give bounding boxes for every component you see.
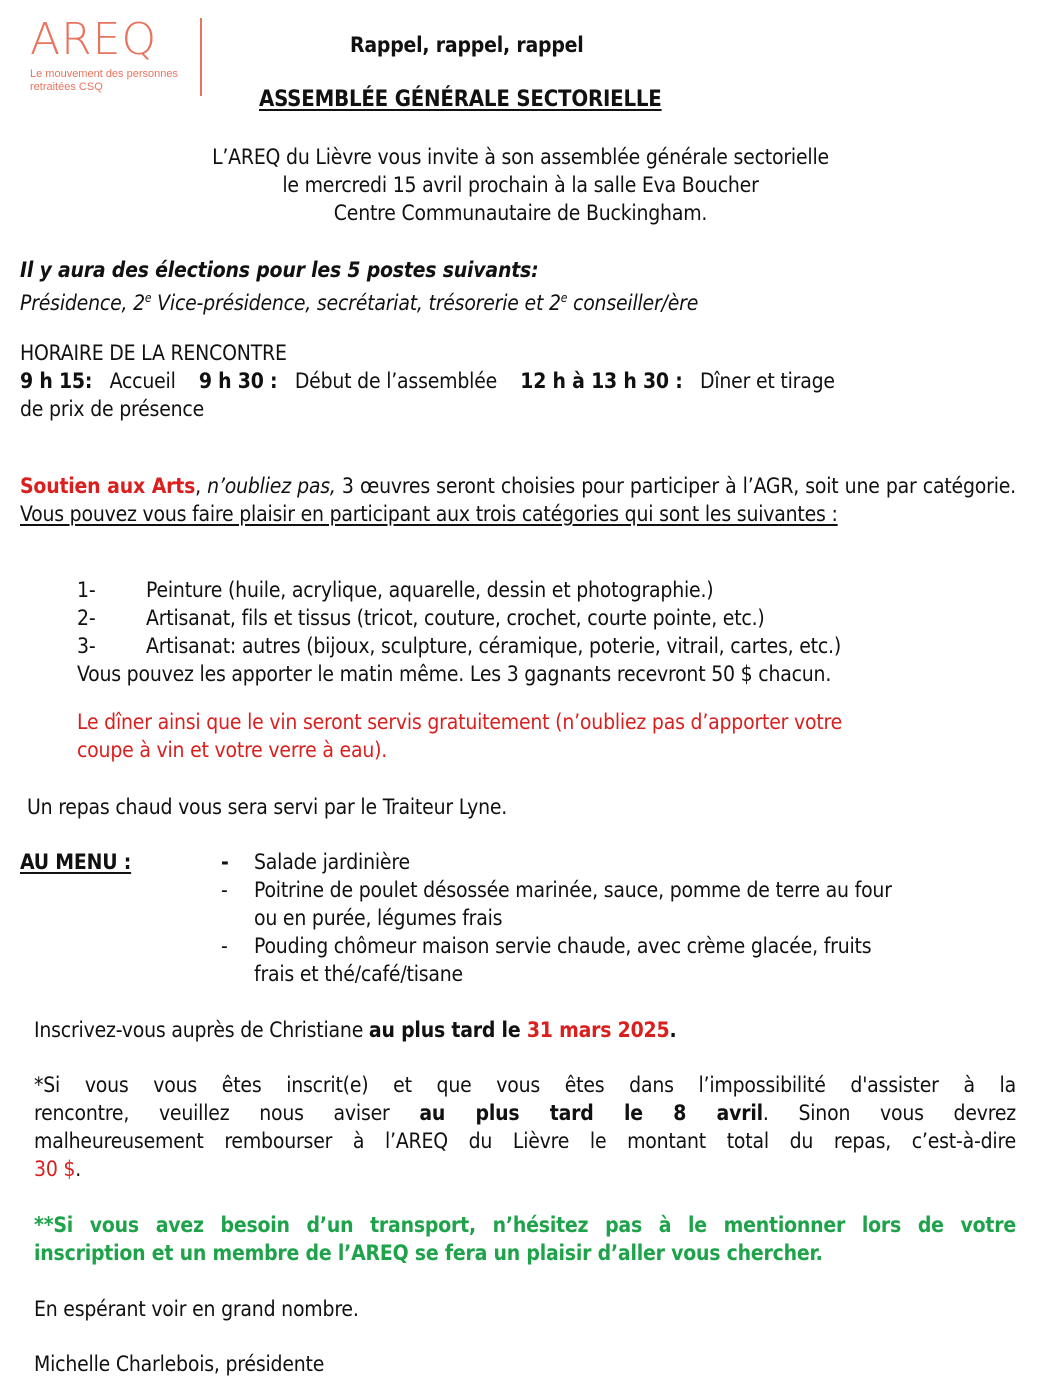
invite-line-2: le mercredi 15 avril prochain à la salle Eva Boucher (282, 173, 759, 197)
registration-bold: au plus tard le (368, 1018, 527, 1042)
category-text-1: Peinture (huile, acrylique, aquarelle, dessin et photographie.) (146, 578, 714, 602)
menu-item-3-line-1: Pouding chômeur maison servie chaude, avec crème glacée, fruits (254, 934, 872, 958)
free-meal-line-2: coupe à vin et votre verre à eau). (77, 738, 388, 762)
menu-bullet-3: - (221, 934, 228, 958)
menu-item-1: Salade jardinière (254, 850, 410, 874)
cancellation-2b: . Sinon vous devrez (762, 1101, 1016, 1125)
schedule-label-1: Accueil (109, 369, 176, 393)
elections-posts (20, 284, 698, 317)
logo-tagline-2: retraitées CSQ (30, 81, 103, 93)
category-num-1: 1- (77, 578, 96, 602)
schedule-time-2: 9 h 30 : (198, 369, 278, 393)
cancellation-line-2 (34, 1099, 1016, 1127)
category-num-2: 2- (77, 606, 96, 630)
closing-text: En espérant voir en grand nombre. (34, 1297, 359, 1321)
caterer-text: Un repas chaud vous sera servi par le Traiteur Lyne. (27, 795, 508, 819)
schedule-time-1: 9 h 15: (20, 369, 93, 393)
schedule-continuation: de prix de présence (20, 397, 205, 421)
signature: Michelle Charlebois, présidente (34, 1352, 325, 1376)
invite-line-1: L’AREQ du Lièvre vous invite à son assemblée générale sectorielle (212, 145, 829, 169)
menu-bullet-1: - (221, 850, 229, 874)
areq-logo (30, 14, 205, 98)
menu-bullet-2: - (221, 878, 228, 902)
arts-paragraph (20, 472, 1016, 528)
posts-part-3: conseiller/ère (567, 291, 699, 315)
free-meal-line-1: Le dîner ainsi que le vin seront servis gratuitement (n’oubliez pas d’apporter votre (77, 710, 843, 734)
schedule-label-3: Dîner et tirage (700, 369, 835, 393)
arts-highlight: Soutien aux Arts (20, 474, 196, 498)
registration-text (34, 1016, 676, 1044)
cancellation-amount: 30 $ (34, 1157, 76, 1181)
elections-heading: Il y aura des élections pour les 5 postes suivants: (20, 258, 539, 282)
category-text-3: Artisanat: autres (bijoux, sculpture, céramique, poterie, vitrail, cartes, etc.) (146, 634, 842, 658)
logo-tagline-1: Le mouvement des personnes (30, 68, 178, 80)
cancellation-line-1: *Si vous vous êtes inscrit(e) et que vous êtes dans l’impossibilité d'assister à la (34, 1073, 1016, 1097)
menu-label: AU MENU : (20, 850, 132, 874)
cancellation-line-4 (34, 1155, 81, 1183)
cancellation-2-bold: au plus tard le 8 avril (419, 1101, 763, 1125)
arts-text: 3 œuvres seront choisies pour participer à l’AGR, soit une par catégorie. (335, 474, 1016, 498)
invite-line-3: Centre Communautaire de Buckingham. (333, 201, 708, 225)
schedule-label-2: Début de l’assemblée (294, 369, 498, 393)
arts-italic: n’oubliez pas, (207, 474, 336, 498)
menu-item-2-line-2: ou en purée, légumes frais (254, 906, 503, 930)
posts-part-2: Vice-présidence, secrétariat, trésorerie et 2 (151, 291, 561, 315)
category-num-3: 3- (77, 634, 96, 658)
schedule-heading: HORAIRE DE LA RENCONTRE (20, 341, 287, 365)
registration-end: . (669, 1018, 677, 1042)
reminder-text: Rappel, rappel, rappel (350, 33, 584, 57)
menu-item-3-line-2: frais et thé/café/tisane (254, 962, 463, 986)
cancellation-2a: rencontre, veuillez nous aviser (34, 1101, 420, 1125)
posts-part-1: Présidence, 2 (20, 291, 145, 315)
cancellation-line-3: malheureusement rembourser à l’AREQ du Lièvre le montant total du repas, c’est-à-dire (34, 1129, 1016, 1153)
registration-date: 31 mars 2025 (526, 1018, 670, 1042)
schedule-time-3: 12 h à 13 h 30 : (520, 369, 683, 393)
category-text-2: Artisanat, fils et tissus (tricot, couture, crochet, courte pointe, etc.) (146, 606, 765, 630)
menu-item-2-line-1: Poitrine de poulet désossée marinée, sauce, pomme de terre au four (254, 878, 892, 902)
schedule-line (20, 367, 1020, 395)
logo-divider (200, 18, 202, 96)
superscript-1: e (144, 291, 152, 305)
registration-lead: Inscrivez-vous auprès de Christiane (34, 1018, 369, 1042)
arts-comma: , (195, 474, 201, 498)
logo-mark: AREQ (30, 14, 158, 65)
arts-note: Vous pouvez les apporter le matin même. Les 3 gagnants recevront 50 $ chacun. (77, 662, 832, 686)
transport-line-1: **Si vous avez besoin d’un transport, n’hésitez pas à le mentionner lors de votre (34, 1213, 1016, 1237)
transport-line-2: inscription et un membre de l’AREQ se fera un plaisir d’aller vous chercher. (34, 1241, 823, 1265)
arts-underlined: Vous pouvez vous faire plaisir en participant aux trois catégories qui sont les suivantes : (20, 502, 838, 526)
cancellation-end: . (75, 1157, 82, 1181)
page-title: ASSEMBLÉE GÉNÉRALE SECTORIELLE (259, 87, 662, 112)
superscript-2: e (560, 291, 568, 305)
